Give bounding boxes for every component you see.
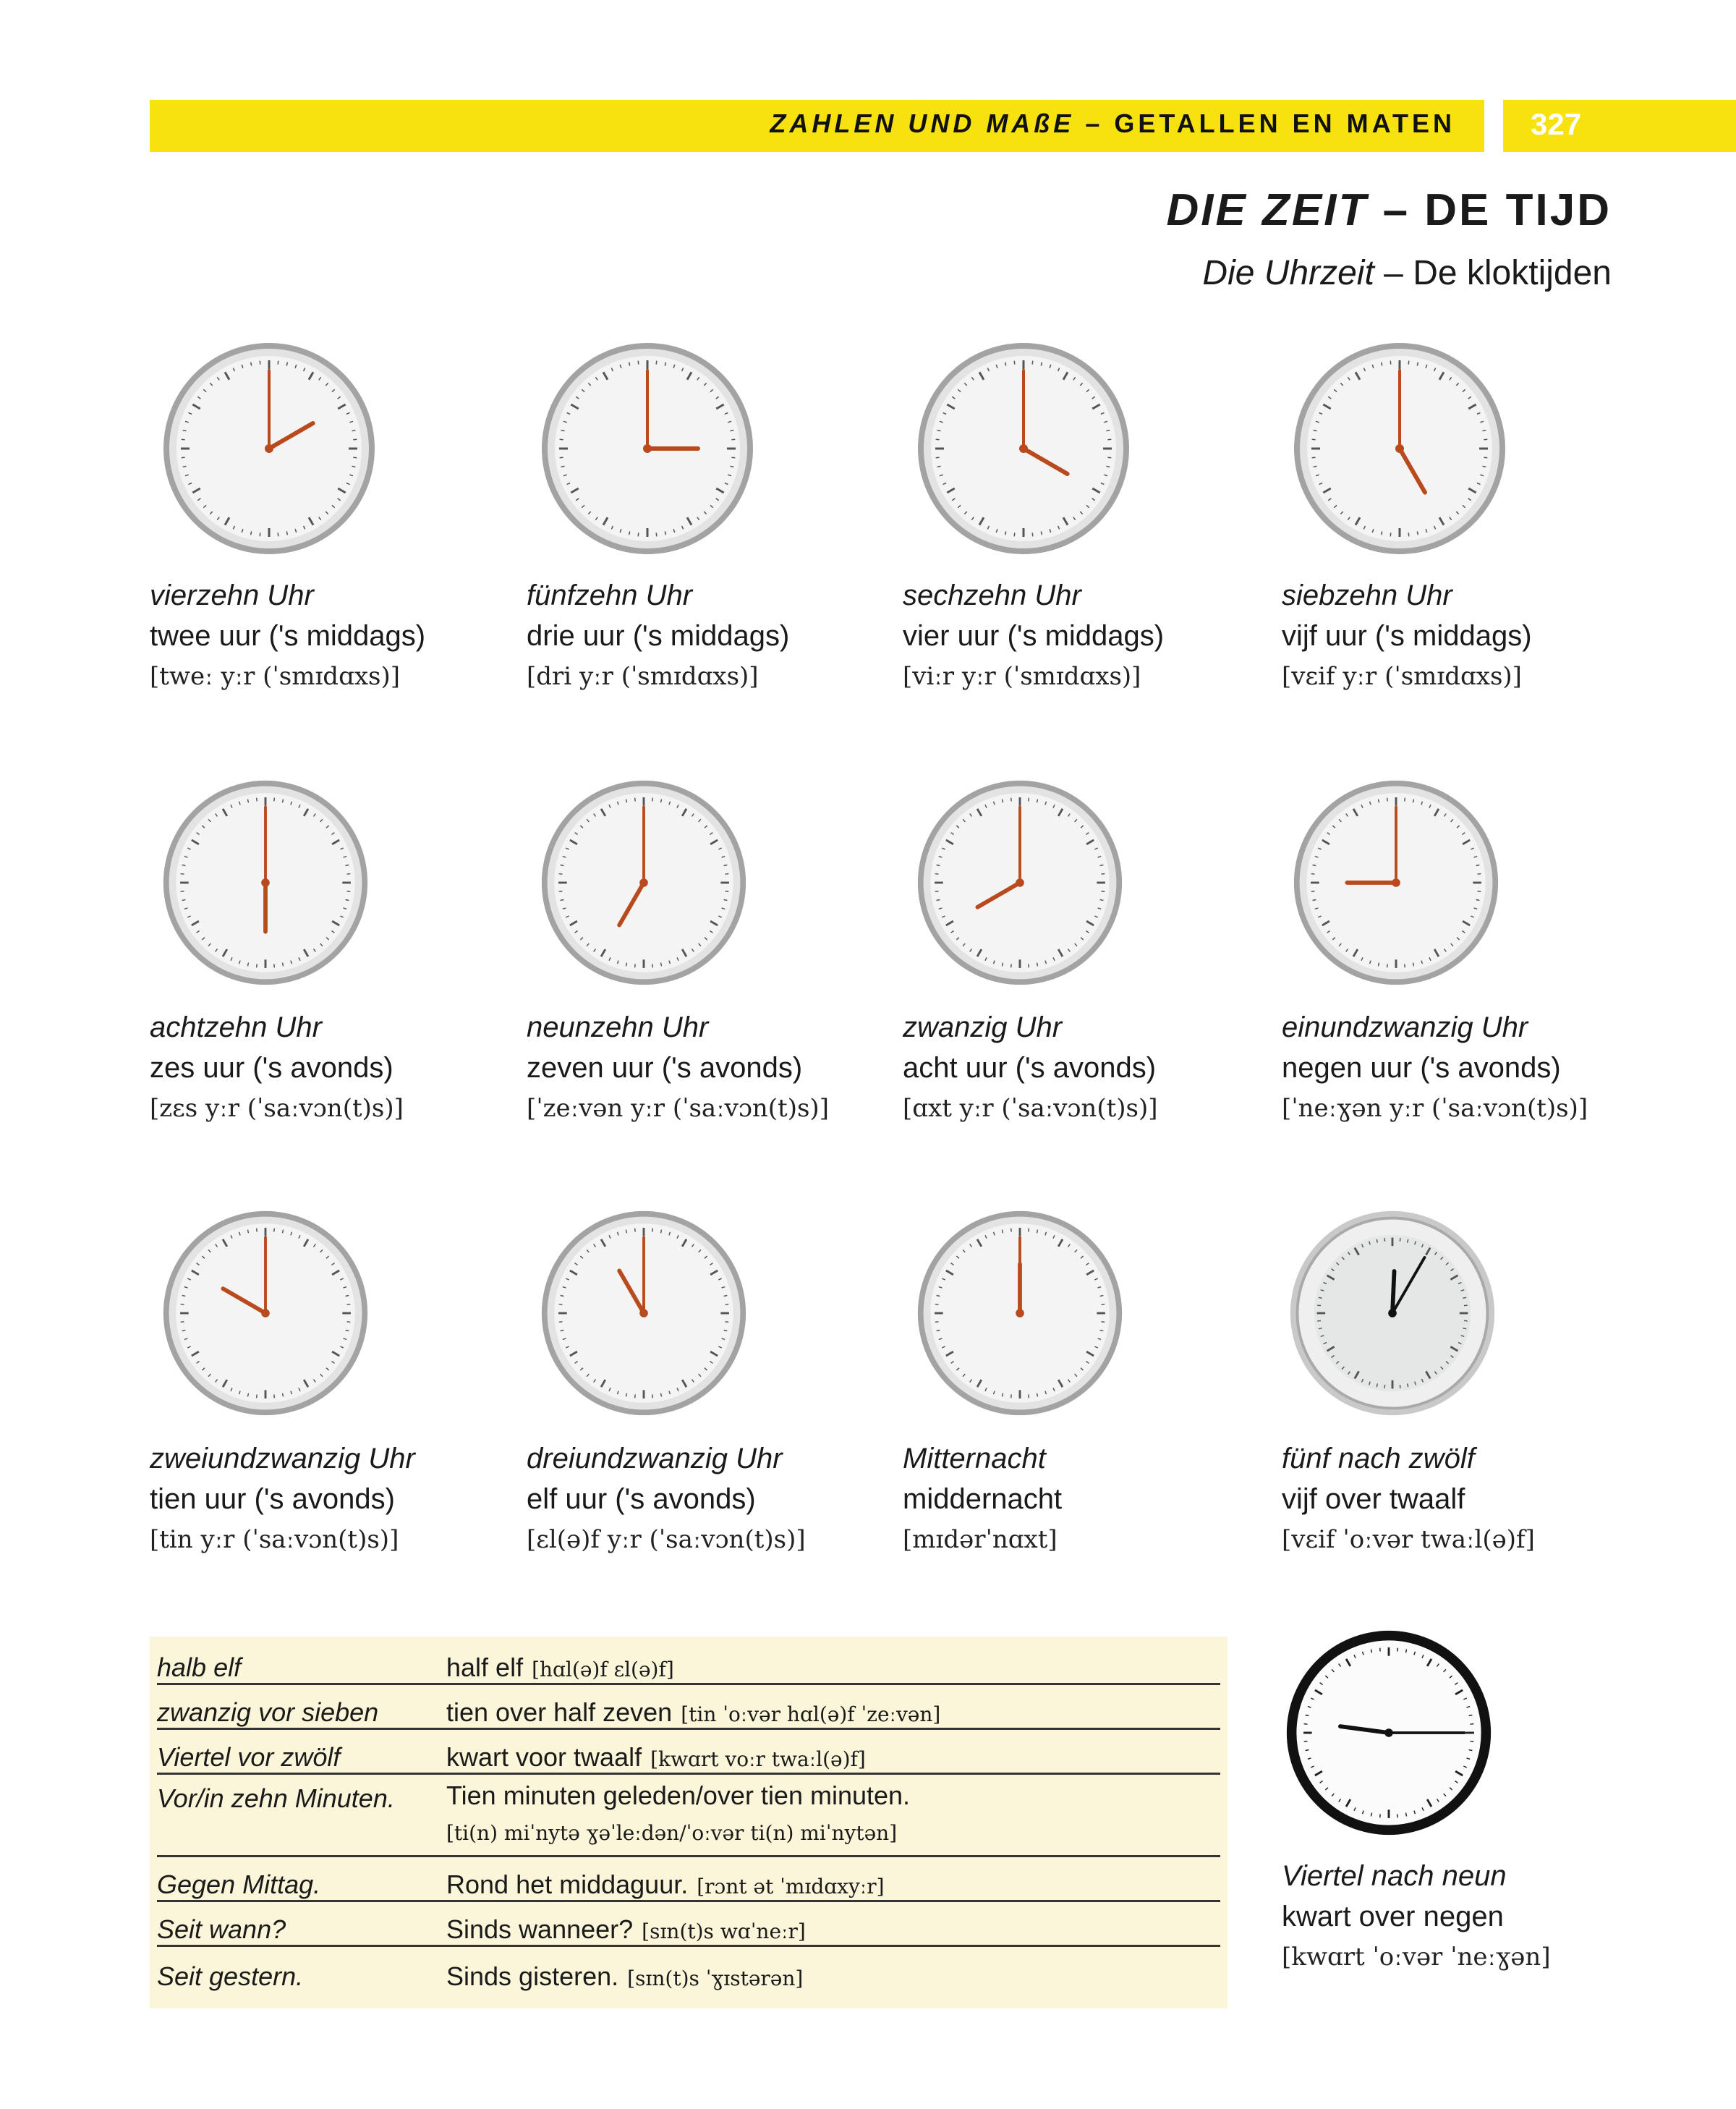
clock-minute-tick <box>730 430 733 431</box>
clock-minute-tick <box>183 430 187 431</box>
clock-label <box>903 1438 1264 1560</box>
clock-minute-tick <box>181 1322 184 1323</box>
clock-minute-tick <box>1477 891 1481 892</box>
phrase-de: Vor/in zehn Minuten. <box>157 1783 395 1813</box>
clock-minute-tick <box>181 891 184 892</box>
clock-label-nl: tien uur ('s avonds) <box>150 1483 395 1515</box>
clock-minute-tick <box>1314 430 1317 431</box>
clock-label-ipa: [ɑxt yːr (ˈsaːvɔn(t)s)] <box>903 1094 1158 1123</box>
clock-face <box>915 778 1125 988</box>
clock-label <box>150 1438 511 1560</box>
phrase-ipa: [kwɑrt voːr twaːl(ə)f] <box>650 1747 866 1771</box>
chapter-title-separator: – <box>1074 109 1115 138</box>
page-number-box <box>1503 100 1736 152</box>
clock-minute-tick <box>561 900 564 901</box>
clock-label-ipa: [vɛif yːr (ˈsmɪdɑxs)] <box>1282 662 1522 691</box>
clock-minute-tick <box>247 1230 248 1234</box>
clock-minute-tick <box>1011 1229 1012 1232</box>
phrase-nl-text: Sinds wanneer? <box>446 1914 634 1944</box>
clock-label-de: dreiundzwanzig Uhr <box>527 1443 783 1474</box>
clock-minute-tick <box>1041 362 1042 366</box>
clock-minute-tick <box>935 1322 939 1323</box>
clock-minute-tick <box>274 964 275 967</box>
clock-minute-tick <box>283 963 284 967</box>
phrase-nl <box>446 1697 940 1728</box>
clock-minute-tick <box>257 798 258 802</box>
clock-face-chrome <box>1288 1208 1497 1418</box>
clock-minute-tick <box>1311 891 1315 892</box>
clock-face <box>161 340 378 557</box>
clock-minute-tick <box>1304 1724 1308 1725</box>
clock-minute-tick <box>635 964 636 967</box>
clock-minute-tick <box>251 362 252 366</box>
clock-minute-tick <box>656 532 657 536</box>
clock-label-ipa: [kwɑrt ˈoːvər ˈneːɣən] <box>1282 1943 1551 1972</box>
clock-minute-tick <box>1011 798 1012 802</box>
clock-minute-tick <box>1378 799 1379 803</box>
clock-label-nl: negen uur ('s avonds) <box>1282 1052 1561 1084</box>
clock-minute-tick <box>652 1394 653 1398</box>
clock-minute-tick <box>1380 1814 1381 1817</box>
clock-minute-tick <box>257 1394 258 1398</box>
clock-label <box>1282 1007 1643 1129</box>
clock-label-nl: zeven uur ('s avonds) <box>527 1052 803 1084</box>
clock-minute-tick <box>1037 1393 1038 1397</box>
clock-label-de: einundzwanzig Uhr <box>1282 1011 1528 1043</box>
clock-minute-tick <box>1387 798 1388 802</box>
chapter-title-de: ZAHLEN UND MAßE <box>770 109 1075 138</box>
clock-minute-tick <box>1107 439 1111 440</box>
clock-minute-tick <box>181 1304 184 1305</box>
clock-minute-tick <box>724 900 728 901</box>
clock-minute-tick <box>286 362 287 366</box>
clock-minute-tick <box>1002 1393 1003 1397</box>
table-row <box>157 1730 1220 1775</box>
clock-label-de: sechzehn Uhr <box>903 580 1081 611</box>
clock-label-ipa: [viːr yːr (ˈsmɪdɑxs)] <box>903 662 1141 691</box>
clock-minute-tick <box>661 799 662 803</box>
clock-minute-tick <box>1011 1394 1012 1398</box>
clock-minute-tick <box>935 1304 939 1305</box>
page-number: 327 <box>1531 107 1582 141</box>
clock-minute-tick <box>352 430 355 431</box>
clock-minute-tick <box>1101 874 1105 875</box>
page-title-de: DIE ZEIT <box>1166 185 1369 235</box>
phrase-nl <box>446 1914 806 1945</box>
clock-label-nl: vier uur ('s middags) <box>903 620 1165 652</box>
phrase-de: Seit gestern. <box>157 1961 304 1991</box>
clock-minute-tick <box>1313 900 1316 901</box>
clock-minute-tick <box>1390 361 1391 365</box>
clock-face <box>915 340 1132 557</box>
phrase-nl: Tien minuten geleden/over tien minuten. <box>446 1781 911 1810</box>
clock-label <box>150 575 511 697</box>
page-title-nl: DE TIJD <box>1424 185 1612 235</box>
clock-minute-tick <box>656 361 657 365</box>
phrase-de: Seit wann? <box>157 1914 286 1944</box>
page-subtitle-separator: – <box>1374 254 1413 292</box>
table-row <box>157 1947 1220 1992</box>
clock-minute-tick <box>559 1304 563 1305</box>
clock-minute-tick <box>1319 1328 1322 1329</box>
clock-minute-tick <box>1101 1304 1105 1305</box>
clock-minute-tick <box>181 874 184 875</box>
clock-minute-tick <box>1463 1328 1466 1329</box>
clock-minute-tick <box>1397 1648 1398 1652</box>
clock-label-ipa: [ˈneːɣən yːr (ˈsaːvɔn(t)s)] <box>1282 1094 1588 1123</box>
clock-minute-tick <box>353 457 357 458</box>
clock-minute-tick <box>346 900 349 901</box>
phrase-table <box>150 1637 1227 2008</box>
clock-label-ipa: [mɪdərˈnɑxt] <box>903 1525 1058 1554</box>
clock-minute-tick <box>1041 531 1042 535</box>
clock-minute-tick <box>559 874 563 875</box>
clock-minute-tick <box>1413 799 1414 803</box>
clock-minute-tick <box>1032 532 1033 536</box>
clock-minute-tick <box>1384 1385 1385 1388</box>
clock-minute-tick <box>1469 1750 1473 1751</box>
clock-label-ipa: [tweː yːr (ˈsmɪdɑxs)] <box>150 662 400 691</box>
clock-label-de: achtzehn Uhr <box>150 1011 322 1043</box>
clock-minute-tick <box>257 964 258 967</box>
clock-minute-tick <box>561 466 565 467</box>
clock-minute-tick <box>1477 874 1481 875</box>
clock-minute-tick <box>1463 1297 1466 1298</box>
clock-label-de: Viertel nach neun <box>1282 1860 1507 1892</box>
clock-minute-tick <box>346 1295 349 1296</box>
clock-face <box>1291 778 1501 988</box>
clock-minute-tick <box>635 1229 636 1232</box>
phrase-nl <box>446 1652 674 1683</box>
clock-label-ipa: [vɛif ˈoːvər twaːl(ə)f] <box>1282 1525 1535 1554</box>
clock-minute-tick <box>635 798 636 802</box>
clock-minute-tick <box>1417 531 1418 535</box>
table-row <box>157 1857 1220 1902</box>
clock-minute-tick <box>1106 430 1110 431</box>
clock-minute-tick <box>1484 439 1487 440</box>
clock-minute-tick <box>1482 430 1486 431</box>
clock-minute-tick <box>1037 799 1038 803</box>
clock-label-ipa: [zɛs yːr (ˈsaːvɔn(t)s)] <box>150 1094 404 1123</box>
clock-minute-tick <box>247 963 248 967</box>
phrase-nl <box>446 1870 885 1900</box>
page-subtitle-de: Die Uhrzeit <box>1202 254 1374 292</box>
clock-minute-tick <box>286 531 287 535</box>
clock-label <box>527 575 888 697</box>
clock-minute-tick <box>731 439 735 440</box>
clock-center-pin <box>1016 878 1024 887</box>
clock-minute-tick <box>1470 1724 1473 1725</box>
clock-label-nl: elf uur ('s avonds) <box>527 1483 756 1515</box>
clock-minute-tick <box>1387 964 1388 967</box>
clock-center-pin <box>1395 444 1404 453</box>
clock-minute-tick <box>1408 532 1409 536</box>
clock-minute-tick <box>1101 891 1105 892</box>
clock-minute-tick <box>1037 1230 1038 1234</box>
clock-label-ipa: [tin yːr (ˈsaːvɔn(t)s)] <box>150 1525 399 1554</box>
clock-minute-tick <box>1002 799 1003 803</box>
clock-minute-tick <box>1037 963 1038 967</box>
clock-label-de: neunzehn Uhr <box>527 1011 709 1043</box>
phrase-nl-text: Sinds gisteren. <box>446 1961 619 1991</box>
phrase-nl-text: half elf <box>446 1652 524 1682</box>
clock-minute-tick <box>346 874 350 875</box>
clock-minute-tick <box>1106 466 1110 467</box>
clock-label-de: zweiundzwanzig Uhr <box>150 1443 415 1474</box>
clock-label-de: fünf nach zwölf <box>1282 1443 1475 1474</box>
clock-minute-tick <box>257 1229 258 1232</box>
clock-face-black <box>1284 1628 1494 1838</box>
table-row <box>157 1648 1220 1685</box>
clock-label-de: fünfzehn Uhr <box>527 580 693 611</box>
clock-minute-tick <box>937 900 940 901</box>
clock-minute-tick <box>1390 532 1391 536</box>
table-row <box>157 1685 1220 1730</box>
clock-center-pin <box>643 444 652 453</box>
clock-minute-tick <box>936 439 940 440</box>
clock-center-pin <box>1392 878 1400 887</box>
clock-minute-tick <box>937 430 941 431</box>
table-row <box>157 1775 1220 1857</box>
clock-minute-tick <box>725 891 728 892</box>
clock-hour-hand <box>1392 1271 1395 1313</box>
clock-minute-tick <box>936 457 940 458</box>
clock-label-ipa: [dri yːr (ˈsmɪdɑxs)] <box>527 662 759 691</box>
clock-label <box>527 1438 888 1560</box>
clock-label <box>903 1007 1264 1129</box>
clock-minute-tick <box>635 1394 636 1398</box>
clock-minute-tick <box>1380 1648 1381 1652</box>
clock-label-nl: drie uur ('s middags) <box>527 620 790 652</box>
clock-minute-tick <box>730 466 733 467</box>
clock-label-nl: kwart over negen <box>1282 1901 1504 1932</box>
clock-minute-tick <box>661 1393 662 1397</box>
clock-minute-tick <box>652 1229 653 1232</box>
clock-minute-tick <box>1406 1813 1407 1817</box>
clock-minute-tick <box>725 1304 728 1305</box>
clock-label-de: zwanzig Uhr <box>903 1011 1063 1043</box>
phrase-ipa: [hɑl(ə)f ɛl(ə)f] <box>532 1658 674 1681</box>
clock-minute-tick <box>1311 874 1315 875</box>
clock-minute-tick <box>652 798 653 802</box>
clock-minute-tick <box>1304 1741 1308 1742</box>
clock-minute-tick <box>182 1295 186 1296</box>
clock-minute-tick <box>1476 900 1480 901</box>
clock-face <box>539 778 749 988</box>
clock-minute-tick <box>937 1295 940 1296</box>
clock-minute-tick <box>1470 1741 1473 1742</box>
clock-minute-tick <box>1014 532 1015 536</box>
clock-label <box>1282 1438 1643 1560</box>
page-subtitle <box>1202 253 1612 293</box>
clock-minute-tick <box>629 531 630 535</box>
clock-minute-tick <box>247 1393 248 1397</box>
phrase-nl <box>446 1742 866 1773</box>
clock-minute-tick <box>561 1295 564 1296</box>
phrase-nl <box>446 1961 803 1992</box>
clock-minute-tick <box>182 900 186 901</box>
clock-face <box>161 1208 370 1418</box>
clock-minute-tick <box>346 1304 350 1305</box>
clock-label-nl: middernacht <box>903 1483 1063 1515</box>
phrase-ipa: [ti(n) miˈnytə ɣəˈleːdən/ˈoːvər ti(n) miˈnytən] <box>446 1821 898 1845</box>
phrase-de: zwanzig vor sieben <box>157 1697 379 1727</box>
clock-label-de: Mitternacht <box>903 1443 1046 1474</box>
clock-label-ipa: [ˈzeːvən yːr (ˈsaːvɔn(t)s)] <box>527 1094 829 1123</box>
clock-minute-tick <box>559 891 563 892</box>
page-title <box>1166 184 1612 236</box>
clock-minute-tick <box>1319 1297 1322 1298</box>
clock-minute-tick <box>1107 457 1111 458</box>
clock-minute-tick <box>560 439 563 440</box>
clock-minute-tick <box>283 799 284 803</box>
clock-minute-tick <box>1002 963 1003 967</box>
clock-minute-tick <box>1317 1305 1321 1306</box>
clock-minute-tick <box>725 1322 728 1323</box>
clock-face <box>161 778 370 988</box>
chapter-header-bar <box>150 100 1484 152</box>
chapter-title-nl: GETALLEN EN MATEN <box>1114 109 1455 138</box>
clock-minute-tick <box>1464 1320 1468 1321</box>
clock-minute-tick <box>1312 457 1316 458</box>
clock-minute-tick <box>353 439 357 440</box>
clock-minute-tick <box>725 874 728 875</box>
phrase-de: Gegen Mittag. <box>157 1870 321 1899</box>
clock-minute-tick <box>935 874 939 875</box>
clock-minute-tick <box>638 361 639 365</box>
table-row <box>157 1902 1220 1947</box>
page-title-separator: – <box>1368 185 1425 235</box>
clock-face <box>1291 340 1508 557</box>
clock-minute-tick <box>661 1230 662 1234</box>
clock-center-pin <box>265 444 273 453</box>
clock-minute-tick <box>251 531 252 535</box>
clock-minute-tick <box>724 1295 728 1296</box>
clock-minute-tick <box>1484 457 1487 458</box>
clock-minute-tick <box>652 964 653 967</box>
phrase-nl-text: tien over half zeven <box>446 1697 673 1727</box>
clock-label-nl: twee uur ('s middags) <box>150 620 426 652</box>
clock-minute-tick <box>1417 362 1418 366</box>
clock-minute-tick <box>274 1394 275 1398</box>
phrase-nl-text: kwart voor twaalf <box>446 1742 642 1772</box>
clock-label-nl: acht uur ('s avonds) <box>903 1052 1157 1084</box>
clock-label-de: vierzehn Uhr <box>150 580 314 611</box>
clock-minute-tick <box>182 439 185 440</box>
clock-minute-tick <box>937 466 941 467</box>
clock-minute-tick <box>1413 963 1414 967</box>
phrase-de: halb elf <box>157 1652 242 1682</box>
phrase-ipa: [sɪn(t)s wɑˈneːr] <box>642 1919 806 1943</box>
clock-minute-tick <box>935 891 939 892</box>
clock-minute-tick <box>274 1229 275 1232</box>
clock-minute-tick <box>247 799 248 803</box>
phrase-nl-text: Rond het middaguur. <box>446 1870 689 1899</box>
clock-minute-tick <box>1378 963 1379 967</box>
clock-minute-tick <box>1014 361 1015 365</box>
clock-label-de: siebzehn Uhr <box>1282 580 1452 611</box>
clock-label-nl: vijf over twaalf <box>1282 1483 1465 1515</box>
clock-center-pin <box>261 878 270 887</box>
page-subtitle-nl: De kloktijden <box>1413 254 1612 292</box>
clock-center-pin <box>1388 1309 1397 1317</box>
clock-minute-tick <box>1100 1295 1104 1296</box>
clock-minute-tick <box>629 362 630 366</box>
clock-minute-tick <box>352 466 355 467</box>
clock-minute-tick <box>560 457 563 458</box>
clock-minute-tick <box>1005 531 1006 535</box>
clock-minute-tick <box>1002 1230 1003 1234</box>
clock-minute-tick <box>1005 362 1006 366</box>
clock-minute-tick <box>183 466 187 467</box>
clock-label-nl: vijf uur ('s middags) <box>1282 620 1532 652</box>
clock-center-pin <box>1016 1309 1024 1317</box>
clock-minute-tick <box>1314 466 1317 467</box>
clock-minute-tick <box>731 457 735 458</box>
clock-center-pin <box>639 1309 648 1317</box>
clock-minute-tick <box>1406 1650 1407 1653</box>
clock-face <box>539 1208 749 1418</box>
clock-minute-tick <box>274 798 275 802</box>
clock-minute-tick <box>1408 361 1409 365</box>
clock-center-pin <box>261 1309 270 1317</box>
clock-minute-tick <box>1464 1305 1468 1306</box>
clock-minute-tick <box>638 532 639 536</box>
clock-label <box>527 1007 888 1129</box>
clock-minute-tick <box>1397 1814 1398 1817</box>
phrase-ipa: [sɪn(t)s ˈɣɪstərən] <box>627 1966 804 1990</box>
clock-face <box>539 340 756 557</box>
clock-minute-tick <box>1317 1320 1321 1321</box>
clock-minute-tick <box>1306 1750 1309 1751</box>
clock-minute-tick <box>559 1322 563 1323</box>
clock-center-pin <box>1384 1728 1393 1737</box>
clock-label <box>903 575 1264 697</box>
clock-minute-tick <box>1312 439 1316 440</box>
clock-center-pin <box>639 878 648 887</box>
clock-label-nl: zes uur ('s avonds) <box>150 1052 393 1084</box>
clock-minute-tick <box>283 1230 284 1234</box>
phrase-ipa: [rɔnt ət ˈmɪdɑxyːr] <box>697 1875 885 1898</box>
clock-minute-tick <box>1011 964 1012 967</box>
clock-minute-tick <box>1384 1238 1385 1242</box>
clock-label <box>150 1007 511 1129</box>
phrase-ipa: [tin ˈoːvər hɑl(ə)f ˈzeːvən] <box>681 1702 941 1726</box>
clock-minute-tick <box>661 963 662 967</box>
clock-face <box>915 1208 1125 1418</box>
clock-minute-tick <box>182 457 185 458</box>
clock-minute-tick <box>561 430 565 431</box>
clock-label-ipa: [ɛl(ə)f yːr (ˈsaːvɔn(t)s)] <box>527 1525 806 1554</box>
clock-minute-tick <box>1482 466 1486 467</box>
clock-minute-tick <box>1100 900 1104 901</box>
chapter-title <box>770 109 1455 139</box>
clock-minute-tick <box>346 1322 350 1323</box>
clock-label <box>1282 575 1643 697</box>
clock-label <box>1282 1856 1643 1977</box>
clock-minute-tick <box>1032 361 1033 365</box>
clock-minute-tick <box>283 1393 284 1397</box>
clock-center-pin <box>1019 444 1028 453</box>
clock-minute-tick <box>346 891 350 892</box>
clock-minute-tick <box>1101 1322 1105 1323</box>
phrase-de: Viertel vor zwölf <box>157 1742 341 1772</box>
